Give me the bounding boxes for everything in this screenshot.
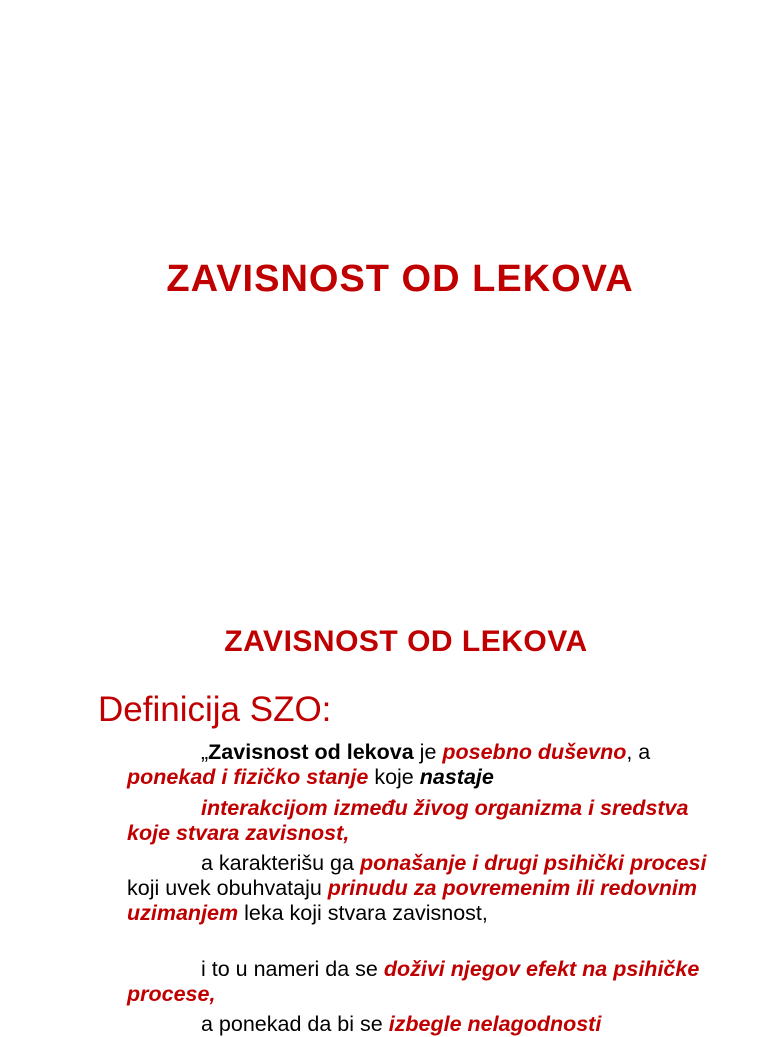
highlight-fragment: doživi njegov efekt na psihičke procese [127, 957, 700, 1006]
text-fragment: , [209, 982, 216, 1006]
text-fragment: , a [626, 740, 651, 764]
definition-paragraph-1 [127, 740, 727, 790]
highlight-fragment: interakcijom između živog organizma i sredstva koje stvara zavisnost [127, 796, 689, 845]
slide-2-title: ZAVISNOST OD LEKOVA [224, 625, 588, 658]
text-fragment: koji uvek obuhvataju [127, 876, 328, 900]
highlight-fragment: ponašanje i drugi psihički procesi [359, 851, 707, 875]
highlight-fragment: prinudu za povremenim ili redovnim uzimanjem [127, 876, 697, 925]
highlight-fragment: ponekad i fizičko stanje [127, 765, 369, 789]
emphasis-fragment: nastaje [419, 765, 494, 789]
highlight-fragment: posebno duševno [442, 740, 627, 764]
slide-1-title: ZAVISNOST OD LEKOVA [166, 258, 634, 300]
text-fragment: a ponekad da bi se [201, 1012, 389, 1036]
text-fragment: , [343, 821, 350, 845]
text-fragment: je [413, 740, 443, 764]
definition-paragraph-4 [127, 957, 727, 1007]
definition-paragraph-2 [127, 796, 727, 846]
definition-heading: Definicija SZO: [98, 690, 332, 729]
text-fragment: koje [368, 765, 420, 789]
definition-term: Zavisnost od lekova [208, 740, 414, 764]
opening-quote: „ [201, 740, 209, 764]
definition-paragraph-3 [127, 851, 727, 926]
definition-paragraph-5 [127, 1012, 727, 1037]
text-fragment: a karakterišu ga [201, 851, 360, 875]
text-fragment: i to u nameri da se [201, 957, 384, 981]
text-fragment: leka koji stvara zavisnost, [238, 901, 488, 925]
highlight-fragment: izbegle nelagodnosti [388, 1012, 602, 1036]
